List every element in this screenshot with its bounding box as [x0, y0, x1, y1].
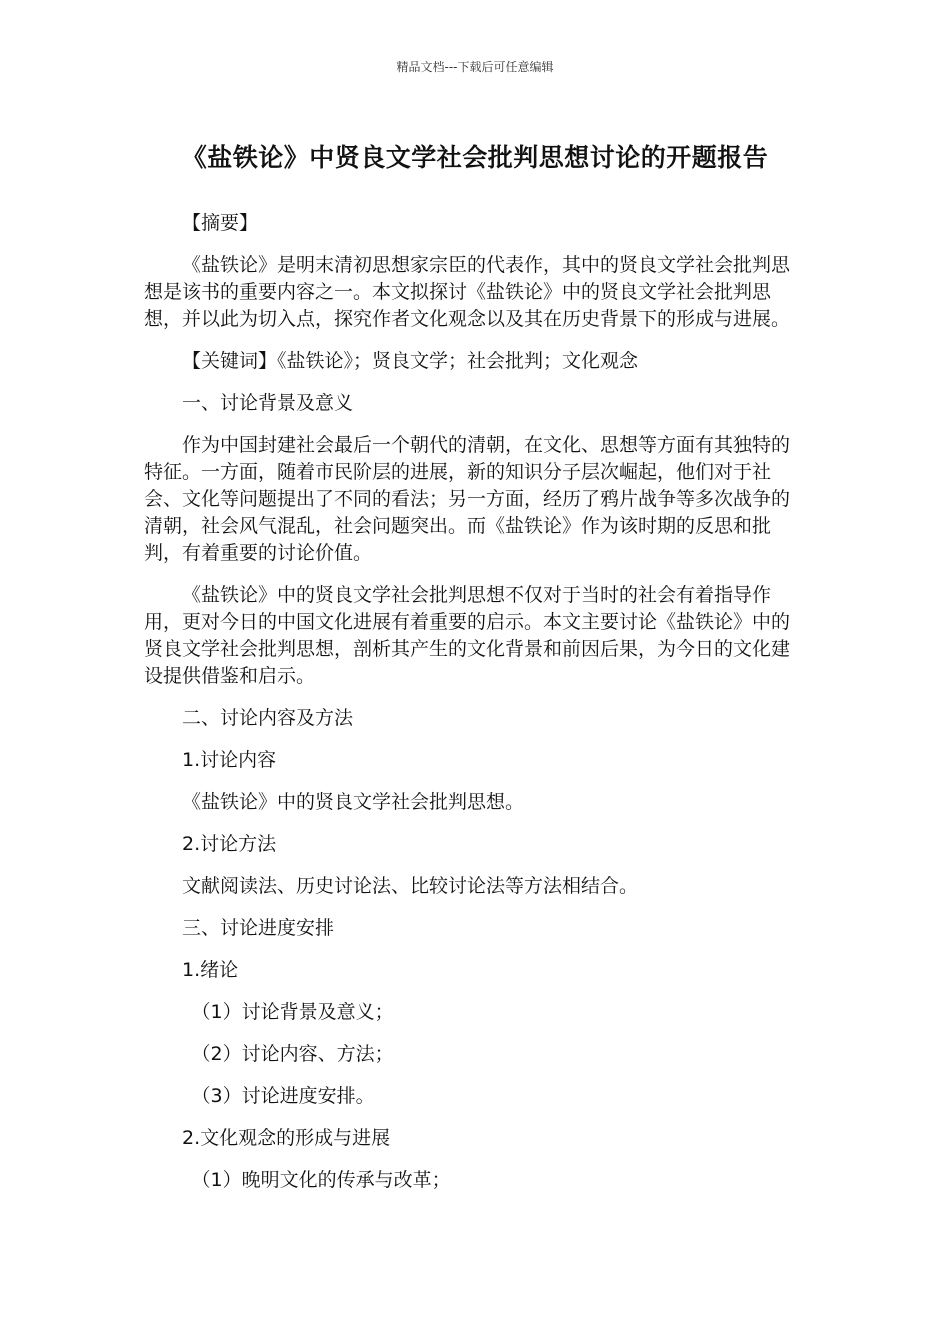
keywords: 【关键词】《盐铁论》；贤良文学；社会批判；文化观念 [182, 350, 639, 372]
schedule-1-item: （3）讨论进度安排。 [191, 1085, 375, 1107]
schedule-2-heading: 2.文化观念的形成与进展 [182, 1127, 391, 1149]
section1-paragraph-1: 作为中国封建社会最后一个朝代的清朝，在文化、思想等方面有其独特的特征。一方面，随着市民阶层的进展，新的知识分子层次崛起，他们对于社会、文化等问题提出了不同的看法；另一方面，经历了鸦片战争等多次战争的清朝，社会风气混乱，社会问题突出。而《盐铁论》作为该时期的反思和批判，有着重要的讨论价值。 [144, 434, 791, 564]
schedule-1-item: （1）讨论背景及意义； [191, 1001, 394, 1023]
document-title: 《盐铁论》中贤良文学社会批判思想讨论的开题报告 [181, 143, 769, 172]
section1-paragraph-2: 《盐铁论》中的贤良文学社会批判思想不仅对于当时的社会有着指导作用，更对今日的中国文化进展有着重要的启示。本文主要讨论《盐铁论》中的贤良文学社会批判思想，剖析其产生的文化背景和前因后果，为今日的文化建设提供借鉴和启示。 [144, 584, 791, 687]
schedule-2-item: （1）晚明文化的传承与改革； [191, 1169, 451, 1191]
content-text: 《盐铁论》中的贤良文学社会批判思想。 [182, 791, 525, 813]
content-subheading: 1.讨论内容 [182, 749, 277, 771]
section1-heading: 一、讨论背景及意义 [182, 392, 354, 414]
method-subheading: 2.讨论方法 [182, 833, 277, 855]
document-body [144, 210, 804, 1209]
section3-heading: 三、讨论进度安排 [182, 917, 335, 939]
section2-heading: 二、讨论内容及方法 [182, 707, 354, 729]
header-note: 精品文档---下载后可任意编辑 [396, 60, 554, 74]
abstract-heading: 【摘要】 [182, 212, 259, 234]
schedule-1-heading: 1.绪论 [182, 959, 239, 981]
abstract-text: 《盐铁论》是明末清初思想家宗臣的代表作，其中的贤良文学社会批判思想是该书的重要内容之一。本文拟探讨《盐铁论》中的贤良文学社会批判思想，并以此为切入点，探究作者文化观念以及其在历史背景下的形成与进展。 [144, 254, 791, 330]
schedule-1-item: （2）讨论内容、方法； [191, 1043, 394, 1065]
method-text: 文献阅读法、历史讨论法、比较讨论法等方法相结合。 [182, 875, 639, 897]
